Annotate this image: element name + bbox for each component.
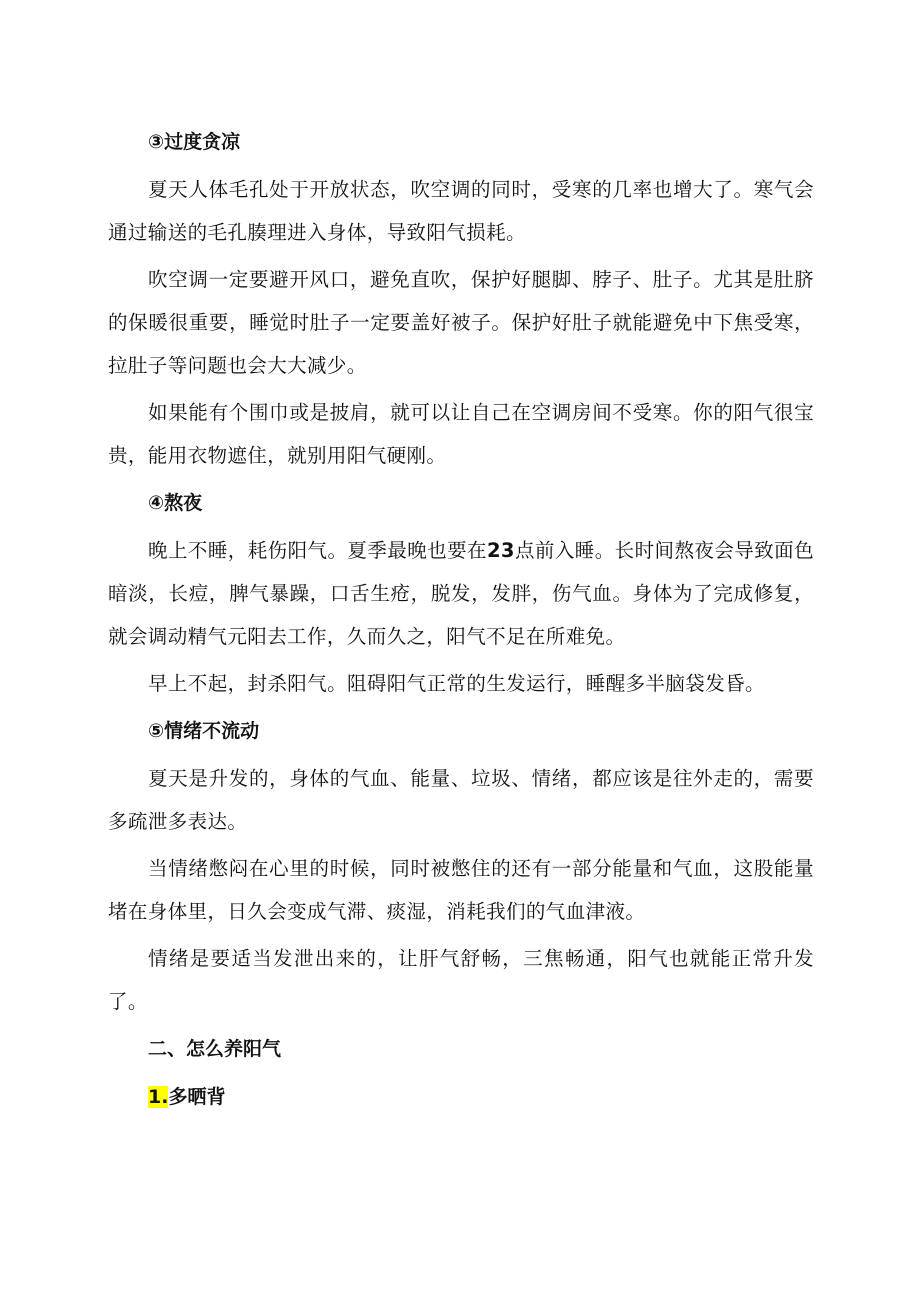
list-item-text: 多晒背: [168, 1086, 226, 1108]
paragraph: 情绪是要适当发泄出来的，让肝气舒畅，三焦畅通，阳气也就能正常升发了。: [108, 947, 814, 1013]
section-heading-5: ⑤情绪不流动: [148, 720, 260, 742]
paragraph-text: 点前入睡。长时间熬夜会导致面色暗淡，长痘，脾气暴躁，口舌生疮，脱发，发胖，伤气血。身体为了完成修复，就会调动精气元阳去工作，久而久之，阳气不足在所难免。: [108, 539, 814, 648]
paragraph: [108, 529, 814, 658]
paragraph: 早上不起，封杀阳气。阻碍阳气正常的生发运行，睡醒多半脑袋发昏。: [148, 672, 765, 695]
section-heading-4: ④熬夜: [148, 492, 203, 514]
paragraph: 当情绪憋闷在心里的时候，同时被憋住的还有一部分能量和气血，这股能量堵在身体里，日久会变成气滞、痰湿，消耗我们的气血津液。: [108, 857, 814, 923]
paragraph-text: 晚上不睡，耗伤阳气。夏季最晚也要在: [148, 539, 487, 562]
highlighted-number: 1.: [148, 1086, 169, 1108]
list-item-heading: [108, 1075, 814, 1119]
paragraph: 夏天是升发的，身体的气血、能量、垃圾、情绪，都应该是往外走的，需要多疏泄多表达。: [108, 767, 814, 833]
paragraph: 如果能有个围巾或是披肩，就可以让自己在空调房间不受寒。你的阳气很宝贵，能用衣物遮住，就别用阳气硬刚。: [108, 401, 814, 467]
section-heading-3: ③过度贪凉: [148, 131, 241, 153]
bold-number: 23: [486, 539, 515, 562]
document-page: [108, 120, 814, 1123]
part-heading: 二、怎么养阳气: [148, 1038, 282, 1060]
paragraph: 夏天人体毛孔处于开放状态，吹空调的同时，受寒的几率也增大了。寒气会通过输送的毛孔腠理进入身体，导致阳气损耗。: [108, 178, 814, 244]
paragraph: 吹空调一定要避开风口，避免直吹，保护好腿脚、脖子、肚子。尤其是肚脐的保暖很重要，睡觉时肚子一定要盖好被子。保护好肚子就能避免中下焦受寒，拉肚子等问题也会大大减少。: [108, 268, 814, 377]
